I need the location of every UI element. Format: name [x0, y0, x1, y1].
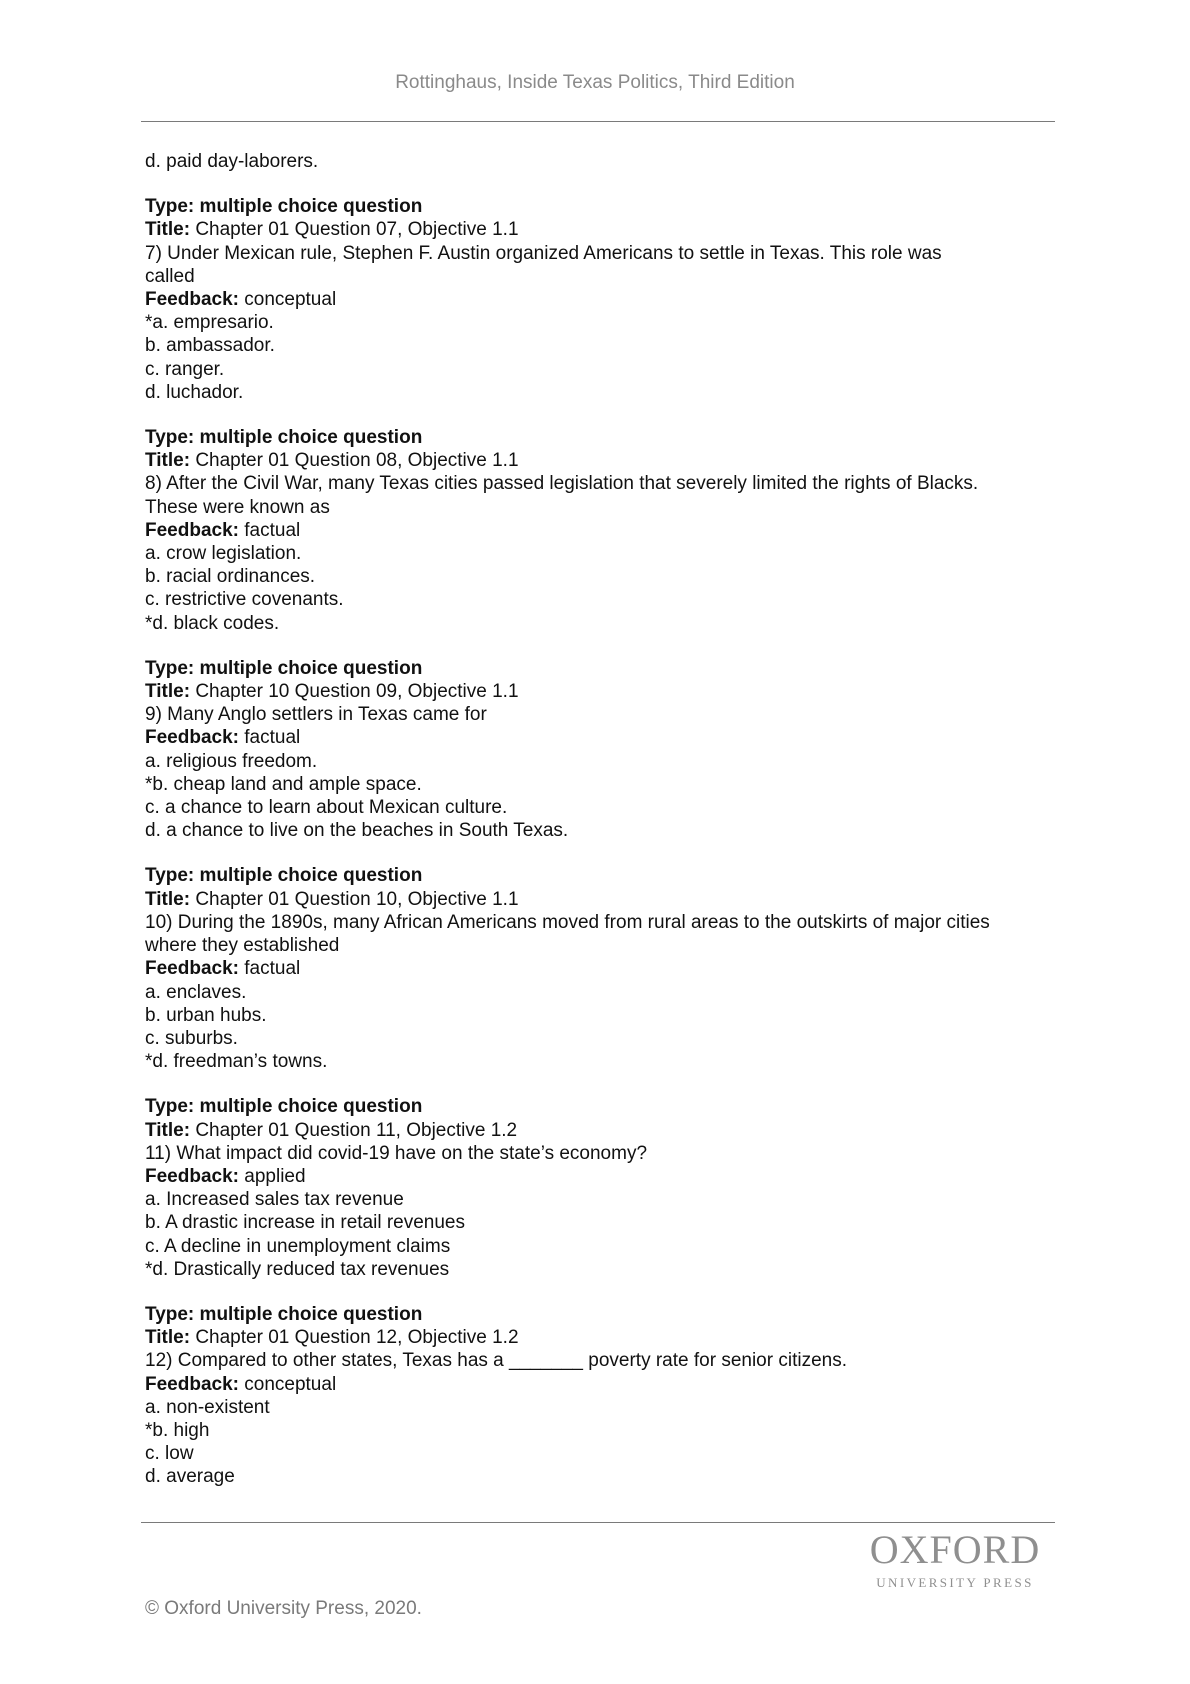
question-block: [145, 1095, 1045, 1281]
oxford-logo: [855, 1528, 1055, 1591]
answer-option: *b. cheap land and ample space.: [145, 773, 422, 795]
question-feedback: [145, 726, 1045, 749]
answer-option: *d. black codes.: [145, 612, 280, 634]
answer-option: *d. freedman’s towns.: [145, 1051, 328, 1073]
question-type: [145, 657, 1045, 680]
answer-option: a. non-existent: [145, 1396, 270, 1418]
question-feedback: [145, 1373, 1045, 1396]
footer-divider: [141, 1522, 1055, 1523]
question-type-value: multiple choice question: [199, 657, 423, 679]
question-block: [145, 1303, 1045, 1489]
answer-option: c. a chance to learn about Mexican culture.: [145, 797, 508, 819]
question-title-value: Chapter 01 Question 12, Objective 1.2: [195, 1327, 519, 1349]
question-type-label: Type:: [145, 1303, 195, 1325]
question-feedback-value: factual: [244, 519, 301, 541]
answer-option: b. A drastic increase in retail revenues: [145, 1212, 466, 1234]
question-stem: 11) What impact did covid-19 have on the state’s economy?: [145, 1142, 648, 1164]
question-type: [145, 864, 1045, 887]
question-feedback-value: factual: [244, 958, 301, 980]
question-stem: 9) Many Anglo settlers in Texas came for: [145, 704, 487, 726]
question-feedback-label: Feedback:: [145, 958, 239, 980]
question-feedback-value: conceptual: [244, 1373, 337, 1395]
answer-option: *a. empresario.: [145, 312, 274, 334]
question-block: [145, 864, 1045, 1073]
answer-option: a. crow legislation.: [145, 543, 302, 565]
question-title-value: Chapter 01 Question 07, Objective 1.1: [195, 219, 519, 241]
answer-option: c. ranger.: [145, 358, 225, 380]
question-title-label: Title:: [145, 1327, 191, 1349]
question-type-label: Type:: [145, 196, 195, 218]
question-type: [145, 195, 1045, 218]
question-type-value: multiple choice question: [199, 865, 423, 887]
answer-option: *d. Drastically reduced tax revenues: [145, 1258, 450, 1280]
question-stem: These were known as: [145, 496, 330, 518]
question-block: [145, 426, 1045, 635]
question-block: [145, 657, 1045, 843]
question-feedback-label: Feedback:: [145, 1165, 239, 1187]
answer-option: d. luchador.: [145, 381, 244, 403]
logo-subtitle: UNIVERSITY PRESS: [876, 1575, 1034, 1590]
answer-option: d. average: [145, 1466, 235, 1488]
answer-option: c. A decline in unemployment claims: [145, 1235, 451, 1257]
question-type: [145, 1303, 1045, 1326]
question-feedback-label: Feedback:: [145, 289, 239, 311]
question-feedback-value: factual: [244, 727, 301, 749]
question-type-label: Type:: [145, 657, 195, 679]
question-title: [145, 1119, 1045, 1142]
answer-option: c. low: [145, 1443, 194, 1465]
question-title-label: Title:: [145, 1119, 191, 1141]
question-feedback: [145, 957, 1045, 980]
answer-option: a. religious freedom.: [145, 750, 318, 772]
question-feedback-label: Feedback:: [145, 519, 239, 541]
question-title: [145, 680, 1045, 703]
answer-option: a. enclaves.: [145, 981, 247, 1003]
answer-option: b. ambassador.: [145, 335, 275, 357]
answer-option: b. urban hubs.: [145, 1004, 267, 1026]
question-title: [145, 449, 1045, 472]
question-feedback: [145, 288, 1045, 311]
leading-answer-line: d. paid day-laborers.: [145, 151, 319, 172]
answer-option: b. racial ordinances.: [145, 566, 316, 588]
question-stem: called: [145, 265, 195, 287]
question-title-label: Title:: [145, 450, 191, 472]
question-type-label: Type:: [145, 865, 195, 887]
answer-option: a. Increased sales tax revenue: [145, 1189, 404, 1211]
question-feedback-value: conceptual: [244, 289, 337, 311]
question-stem: 8) After the Civil War, many Texas cities passed legislation that severely limited the rights of Blacks.: [145, 473, 979, 495]
question-type-label: Type:: [145, 1096, 195, 1118]
question-type-value: multiple choice question: [199, 196, 423, 218]
question-stem: where they established: [145, 935, 340, 957]
question-type-label: Type:: [145, 427, 195, 449]
question-type: [145, 1095, 1045, 1118]
question-feedback-label: Feedback:: [145, 727, 239, 749]
question-feedback-value: applied: [244, 1165, 306, 1187]
question-type-value: multiple choice question: [199, 427, 423, 449]
header-divider: [141, 121, 1055, 122]
question-title-value: Chapter 01 Question 08, Objective 1.1: [195, 450, 519, 472]
question-feedback-label: Feedback:: [145, 1373, 239, 1395]
question-title-label: Title:: [145, 681, 191, 703]
question-stem: 7) Under Mexican rule, Stephen F. Austin organized Americans to settle in Texas. This role was: [145, 242, 942, 264]
question-title: [145, 1326, 1045, 1349]
running-header: Rottinghaus, Inside Texas Politics, Third Edition: [395, 72, 795, 93]
question-block: [145, 195, 1045, 404]
answer-option: c. suburbs.: [145, 1027, 238, 1049]
answer-option: *b. high: [145, 1419, 210, 1441]
question-list: [145, 195, 1045, 1488]
answer-option: c. restrictive covenants.: [145, 589, 344, 611]
logo-wordmark: OXFORD: [869, 1527, 1041, 1572]
question-title-label: Title:: [145, 888, 191, 910]
question-stem: 10) During the 1890s, many African Americans moved from rural areas to the outskirts of major cities: [145, 911, 990, 933]
question-type-value: multiple choice question: [199, 1096, 423, 1118]
document-body: [145, 150, 1045, 1489]
question-feedback: [145, 1165, 1045, 1188]
copyright-notice: © Oxford University Press, 2020.: [145, 1598, 422, 1619]
answer-option: d. a chance to live on the beaches in South Texas.: [145, 820, 569, 842]
question-title: [145, 218, 1045, 241]
question-title-value: Chapter 10 Question 09, Objective 1.1: [195, 681, 519, 703]
question-title-label: Title:: [145, 219, 191, 241]
question-stem: 12) Compared to other states, Texas has a _______ poverty rate for senior citizens.: [145, 1350, 847, 1372]
question-title-value: Chapter 01 Question 10, Objective 1.1: [195, 888, 519, 910]
question-feedback: [145, 519, 1045, 542]
question-title-value: Chapter 01 Question 11, Objective 1.2: [195, 1119, 518, 1141]
question-type-value: multiple choice question: [199, 1303, 423, 1325]
question-type: [145, 426, 1045, 449]
question-title: [145, 888, 1045, 911]
